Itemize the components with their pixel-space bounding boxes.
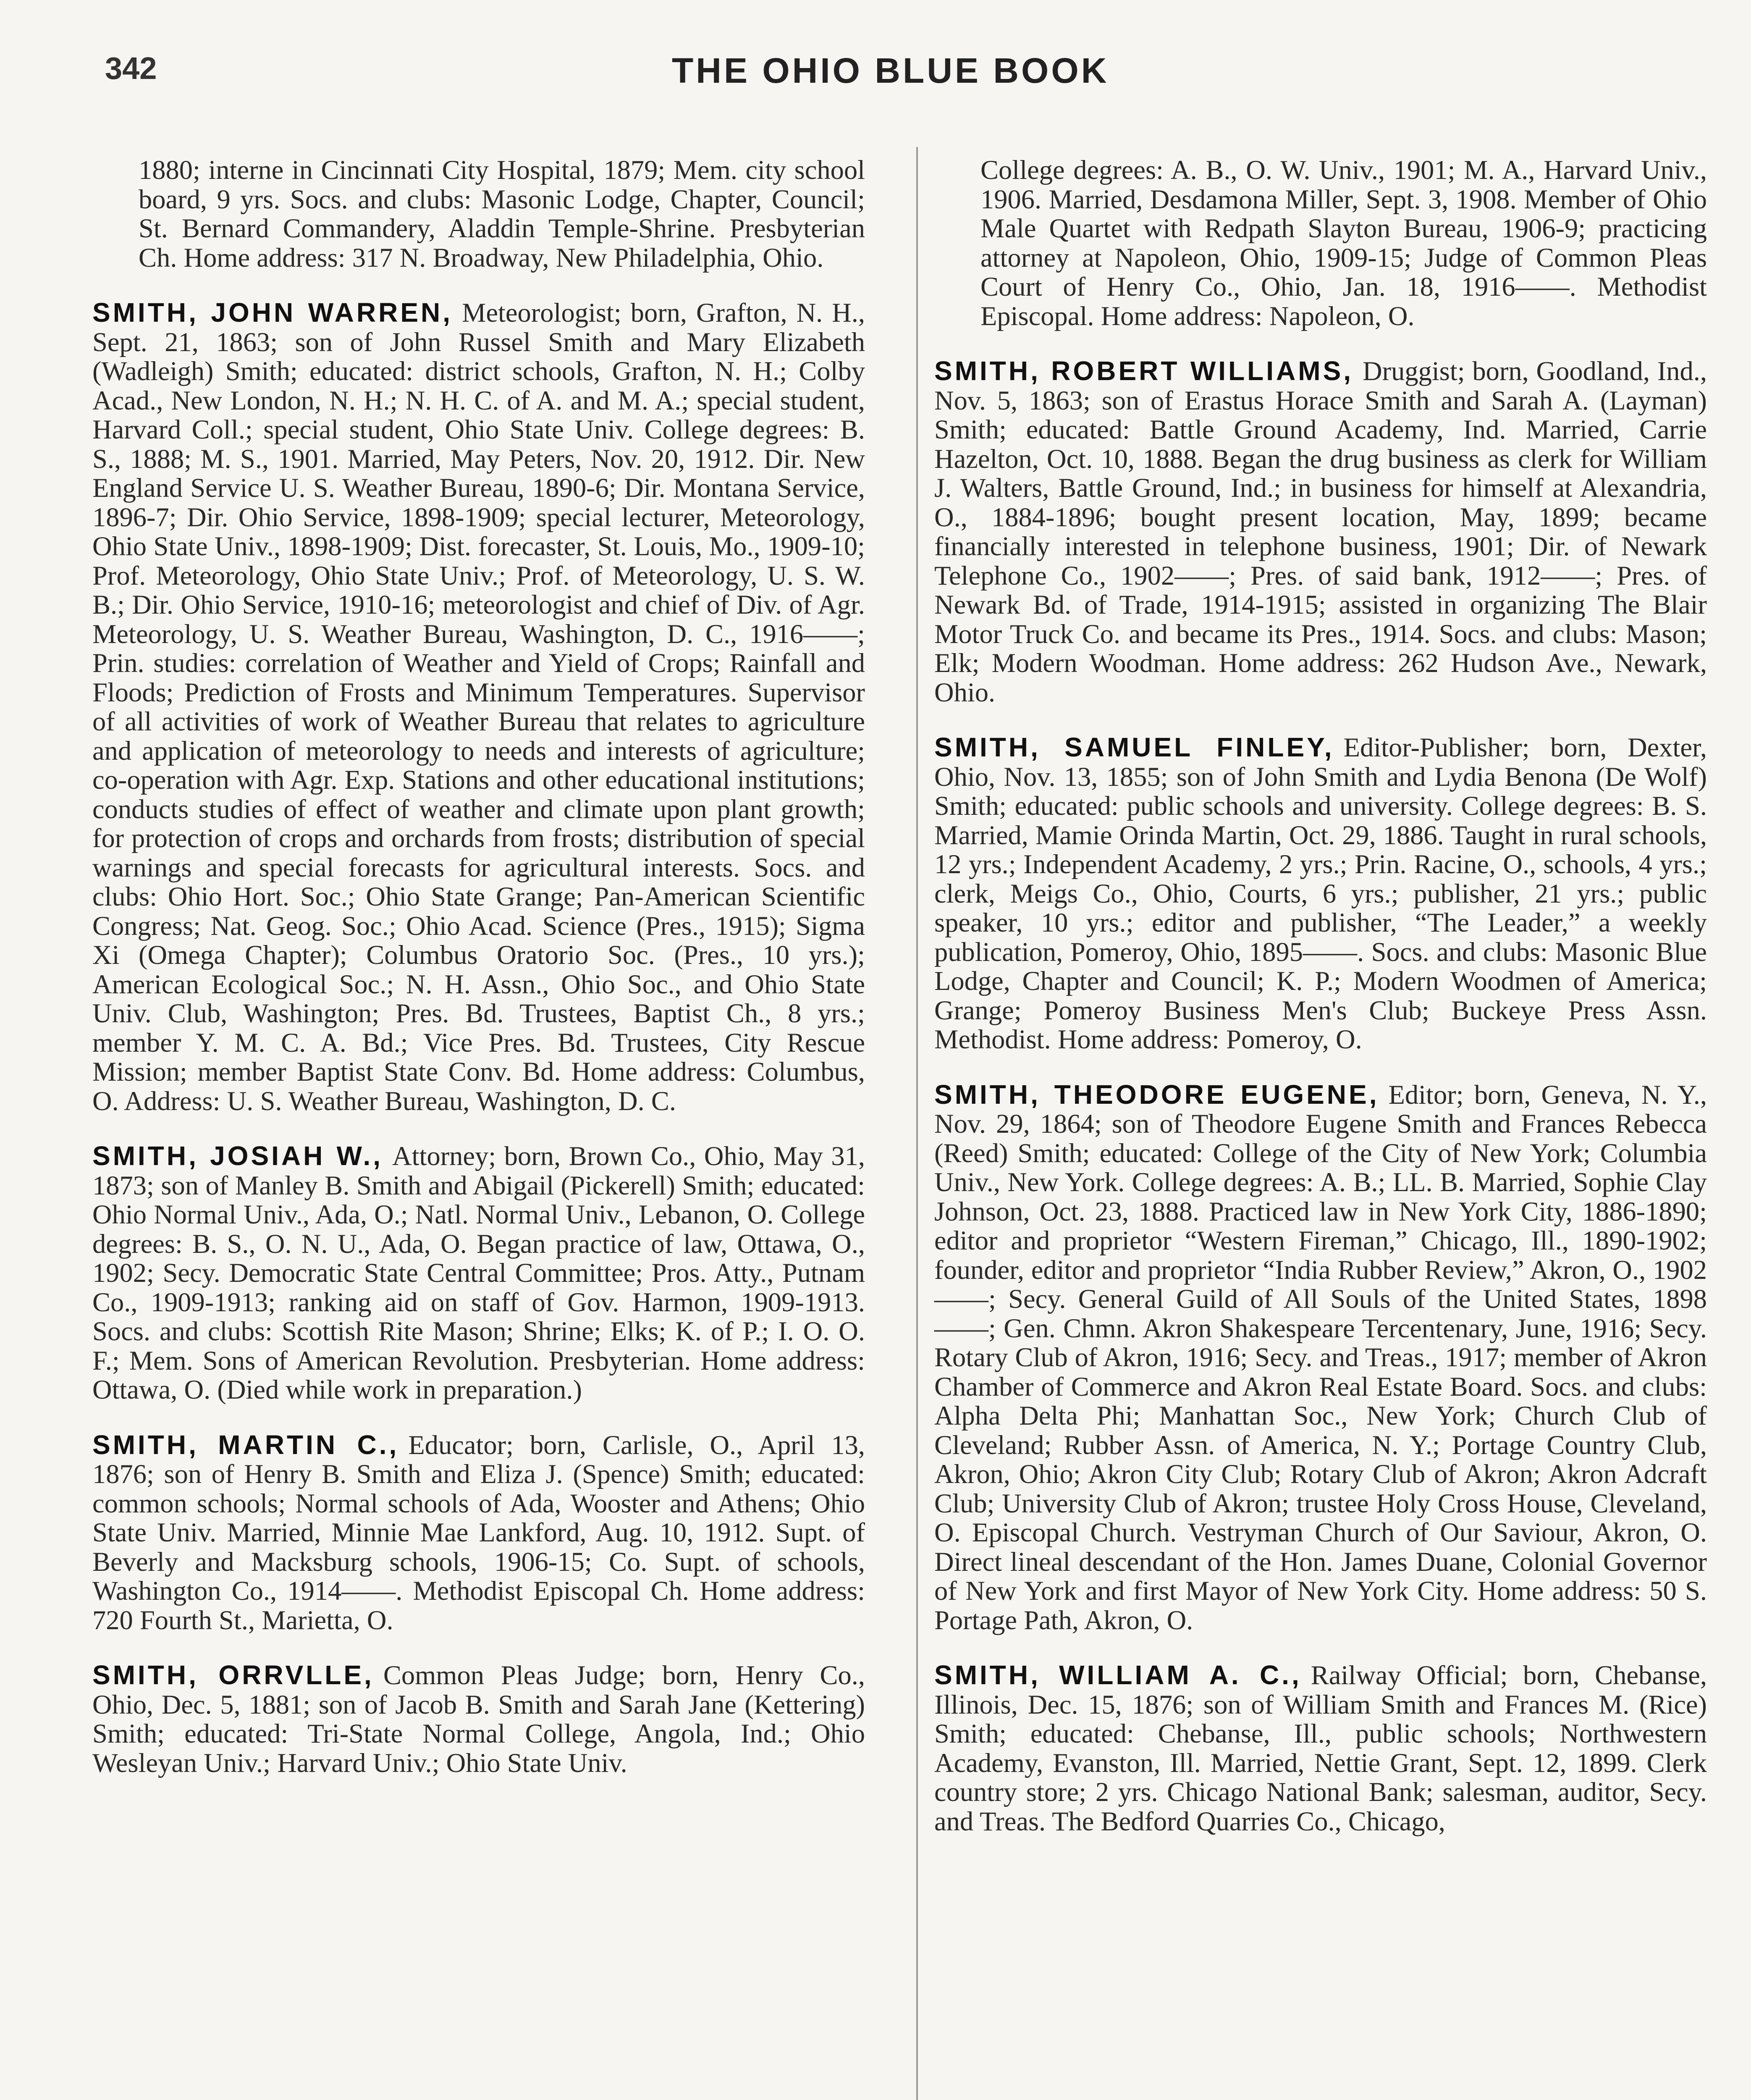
entry-name: SMITH, JOSIAH W.,: [92, 1141, 383, 1171]
biography-entry: [92, 1142, 865, 1404]
entry-text: Editor; born, Geneva, N. Y., Nov. 29, 1864; son of Theodore Eugene Smith and Frances Rebecca (Reed) Smith; educated: College of the City of New York; Columbia Univ., New York. College degrees: A. B.; LL. B. Married, Sophie Clay Johnson, Oct. 23, 1888. Practiced law in New York City, 1886-1890; editor and proprietor “Western Fireman,” Chicago, Ill., 1890-1902; founder, editor and proprietor “India Rubber Review,” Akron, O., 1902——; Secy. General Guild of All Souls of the United States, 1898——; Gen. Chmn. Akron Shakespeare Tercentenary, June, 1916; Secy. Rotary Club of Akron, 1916; Secy. and Treas., 1917; member of Akron Chamber of Commerce and Akron Real Estate Board. Socs. and clubs: Alpha Delta Phi; Manhattan Soc., New York; Church Club of Cleveland; Rubber Assn. of America, N. Y.; Portage Country Club, Akron, Ohio; Akron City Club; Rotary Club of Akron; Akron Adcraft Club; University Club of Akron; trustee Holy Cross House, Cleveland, O. Episcopal Church. Vestryman Church of Our Saviour, Akron, O. Direct lineal descendant of the Hon. James Duane, Colonial Governor of New York and first Mayor of New York City. Home address: 50 S. Portage Path, Akron, O.: [934, 1079, 1707, 1635]
biography-entry: [92, 1661, 865, 1777]
continuation-text: College degrees: A. B., O. W. Univ., 1901; M. A., Harvard Univ., 1906. Married, Desdamona Miller, Sept. 3, 1908. Member of Ohio Male Quartet with Redpath Slayton Bureau, 1906-9; practicing attorney at Napoleon, Ohio, 1909-15; Judge of Common Pleas Court of Henry Co., Ohio, Jan. 18, 1916——. Methodist Episcopal. Home address: Napoleon, O.: [980, 155, 1707, 331]
biography-entry: [934, 357, 1707, 707]
entry-text: Educator; born, Carlisle, O., April 13, 1876; son of Henry B. Smith and Eliza J. (Spence) Smith; educated: common schools; Normal schools of Ada, Wooster and Athens; Ohio State Univ. Married, Minnie Mae Lankford, Aug. 10, 1912. Supt. of Beverly and Macksburg schools, 1906-15; Co. Supt. of schools, Washington Co., 1914——. Methodist Episcopal Ch. Home address: 720 Fourth St., Marietta, O.: [92, 1430, 865, 1635]
entry-text: Druggist; born, Goodland, Ind., Nov. 5, 1863; son of Erastus Horace Smith and Sarah A. (Layman) Smith; educated: Battle Ground Academy, Ind. Married, Carrie Hazelton, Oct. 10, 1888. Began the drug business as clerk for William J. Walters, Battle Ground, Ind.; in business for himself at Alexandria, O., 1884-1896; bought present location, May, 1899; became financially interested in telephone business, 1901; Dir. of Newark Telephone Co., 1902——; Pres. of said bank, 1912——; Pres. of Newark Bd. of Trade, 1914-1915; assisted in organizing The Blair Motor Truck Co. and became its Pres., 1914. Socs. and clubs: Mason; Elk; Modern Woodman. Home address: 262 Hudson Ave., Newark, Ohio.: [934, 356, 1707, 707]
biography-entry: [934, 1080, 1707, 1635]
page-header: [0, 42, 1751, 105]
entry-name: SMITH, SAMUEL FINLEY,: [934, 732, 1334, 762]
left-column: [92, 155, 865, 1803]
entry-text: Railway Official; born, Chebanse, Illinois, Dec. 15, 1876; son of William Smith and Frances M. (Rice) Smith; educated: Chebanse, Ill., public schools; Northwestern Academy, Evanston, Ill. Married, Nettie Grant, Sept. 12, 1899. Clerk country store; 2 yrs. Chicago National Bank; salesman, auditor, Secy. and Treas. The Bedford Quarries Co., Chicago,: [934, 1660, 1707, 1836]
biography-entry: [934, 1661, 1707, 1836]
entry-name: SMITH, JOHN WARREN,: [92, 297, 453, 328]
entry-name: SMITH, THEODORE EUGENE,: [934, 1079, 1379, 1110]
entry-name: SMITH, WILLIAM A. C.,: [934, 1660, 1302, 1690]
entry-text: Editor-Publisher; born, Dexter, Ohio, Nov. 13, 1855; son of John Smith and Lydia Benona (De Wolf) Smith; educated: public schools and university. College degrees: B. S. Married, Mamie Orinda Martin, Oct. 29, 1886. Taught in rural schools, 12 yrs.; Independent Academy, 2 yrs.; Prin. Racine, O., schools, 4 yrs.; clerk, Meigs Co., Ohio, Courts, 6 yrs.; publisher, 21 yrs.; public speaker, 10 yrs.; editor and publisher, “The Leader,” a weekly publication, Pomeroy, Ohio, 1895——. Socs. and clubs: Masonic Blue Lodge, Chapter and Council; K. P.; Modern Woodmen of America; Grange; Pomeroy Business Men's Club; Buckeye Press Assn. Methodist. Home address: Pomeroy, O.: [934, 732, 1707, 1054]
page-number: 342: [105, 51, 157, 86]
biography-entry: [934, 733, 1707, 1054]
continuation-text: 1880; interne in Cincinnati City Hospital, 1879; Mem. city school board, 9 yrs. Socs. and clubs: Masonic Lodge, Chapter, Council; St. Bernard Commandery, Aladdin Temple-Shrine. Presbyterian Ch. Home address: 317 N. Broadway, New Philadelphia, Ohio.: [139, 155, 865, 273]
entry-text: Meteorologist; born, Grafton, N. H., Sept. 21, 1863; son of John Russel Smith and Mary Elizabeth (Wadleigh) Smith; educated: district schools, Grafton, N. H.; Colby Acad., New London, N. H.; N. H. C. of A. and M. A.; special student, Harvard Coll.; special student, Ohio State Univ. College degrees: B. S., 1888; M. S., 1901. Married, May Peters, Nov. 20, 1912. Dir. New England Service U. S. Weather Bureau, 1890-6; Dir. Montana Service, 1896-7; Dir. Ohio Service, 1898-1909; special lecturer, Meteorology, Ohio State Univ., 1898-1909; Dist. forecaster, St. Louis, Mo., 1909-10; Prof. Meteorology, Ohio State Univ.; Prof. of Meteorology, U. S. W. B.; Dir. Ohio Service, 1910-16; meteorologist and chief of Div. of Agr. Meteorology, U. S. Weather Bureau, Washington, D. C., 1916——; Prin. studies: correlation of Weather and Yield of Crops; Rainfall and Floods; Prediction of Frosts and Minimum Temperatures. Supervisor of all activities of work of Weather Bureau that relates to agriculture and application of meteorology to needs and interests of agriculture; co-operation with Agr. Exp. Stations and other educational institutions; conducts studies of effect of weather and climate upon plant growth; for protection of crops and orchards from frosts; distribution of special warnings and special forecasts for agricultural interests. Socs. and clubs: Ohio Hort. Soc.; Ohio State Grange; Pan-American Scientific Congress; Nat. Geog. Soc.; Ohio Acad. Science (Pres., 1915); Sigma Xi (Omega Chapter); Columbus Oratorio Soc. (Pres., 10 yrs.); American Ecological Soc.; N. H. Assn., Ohio Soc., and Ohio State Univ. Club, Washington; Pres. Bd. Trustees, Baptist Ch., 8 yrs.; member Y. M. C. A. Bd.; Vice Pres. Bd. Trustees, City Rescue Mission; member Baptist State Conv. Bd. Home address: Columbus, O. Address: U. S. Weather Bureau, Washington, D. C.: [92, 298, 865, 1116]
entry-text: Attorney; born, Brown Co., Ohio, May 31, 1873; son of Manley B. Smith and Abigail (Pickerell) Smith; educated: Ohio Normal Univ., Ada, O.; Natl. Normal Univ., Lebanon, O. College degrees: B. S., O. N. U., Ada, O. Began practice of law, Ottawa, O., 1902; Secy. Democratic State Central Committee; Pros. Atty., Putnam Co., 1909-1913; ranking aid on staff of Gov. Harmon, 1909-1913. Socs. and clubs: Scottish Rite Mason; Shrine; Elks; K. of P.; I. O. O. F.; Mem. Sons of American Revolution. Presbyterian. Home address: Ottawa, O. (Died while work in preparation.): [92, 1141, 865, 1404]
entry-name: SMITH, MARTIN C.,: [92, 1429, 399, 1460]
biography-entry: [92, 1431, 865, 1635]
right-column: [934, 155, 1707, 1862]
entry-text: Common Pleas Judge; born, Henry Co., Ohio, Dec. 5, 1881; son of Jacob B. Smith and Sarah Jane (Kettering) Smith; educated: Tri-State Normal College, Angola, Ind.; Ohio Wesleyan Univ.; Harvard Univ.; Ohio State Univ.: [92, 1660, 865, 1778]
biography-entry: [92, 298, 865, 1116]
column-divider: [916, 147, 918, 2100]
entry-name: SMITH, ORRVLLE,: [92, 1660, 374, 1690]
entry-name: SMITH, ROBERT WILLIAMS,: [934, 356, 1354, 386]
running-title: THE OHIO BLUE BOOK: [672, 51, 1109, 90]
